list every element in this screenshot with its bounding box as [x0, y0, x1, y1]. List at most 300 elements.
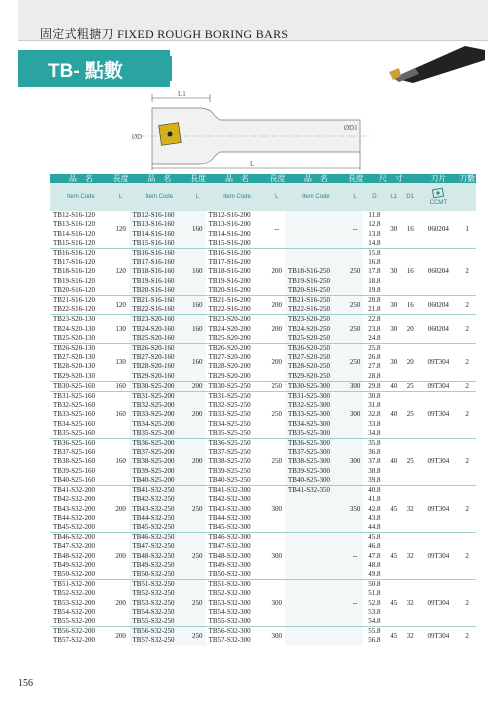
item-code: TB38-S25-200 — [129, 457, 189, 466]
l1-cell: 40 — [385, 439, 402, 486]
table-row — [50, 211, 476, 220]
item-code — [285, 589, 347, 598]
item-code: TB13-S16-120 — [53, 220, 95, 229]
table-row — [50, 439, 476, 449]
length-cell: 250 — [189, 580, 206, 627]
l1-cell: 30 — [385, 315, 402, 344]
insert-cell: 060204 — [427, 225, 449, 233]
d-cell: 12.8 — [368, 220, 381, 229]
item-code: TB30-S25-200 — [129, 381, 189, 391]
item-code: TB22-S16-200 — [208, 305, 251, 314]
length-cell: 250 — [347, 296, 364, 315]
item-code: TB57-S32-250 — [129, 636, 189, 645]
item-code: TB20-S16-160 — [129, 286, 189, 296]
item-code: TB35-S25-200 — [129, 429, 189, 439]
column-header: L1 — [385, 183, 402, 211]
item-code: TB37-S25-300 — [285, 448, 347, 457]
item-code: TB48-S32-300 — [208, 551, 251, 560]
l1-cell: 30 — [385, 296, 402, 315]
item-code: TB57-S32-200 — [53, 636, 95, 645]
length-cell: 350 — [347, 486, 364, 533]
length-cell: 200 — [112, 580, 130, 627]
column-header: Item Code — [129, 183, 189, 211]
item-code: TB31-S25-250 — [206, 392, 269, 402]
item-code: TB48-S32-250 — [129, 552, 189, 561]
group-header: 尺 寸 — [363, 174, 418, 183]
item-code — [285, 599, 347, 608]
d-cell: 26.8 — [368, 353, 381, 362]
group-header: 長度 — [347, 174, 364, 183]
count-cell: 2 — [458, 344, 476, 382]
length-cell: 200 — [112, 533, 130, 580]
item-code: TB18-S16-160 — [129, 267, 189, 276]
length-cell: 200 — [268, 296, 285, 315]
l1-cell: 40 — [385, 381, 402, 391]
d-label: ØD — [132, 133, 143, 141]
l1-cell: 45 — [385, 627, 402, 646]
item-code: TB39-S25-250 — [208, 466, 251, 475]
item-code: TB34-S25-250 — [208, 419, 251, 428]
d-cell: 11.8 — [368, 211, 381, 220]
column-header: Item Code — [50, 183, 112, 211]
group-header: 長度 — [112, 174, 129, 183]
item-code: TB23-S20-200 — [206, 315, 269, 325]
length-cell: 120 — [112, 249, 130, 296]
item-code: TB15-S16-200 — [208, 238, 251, 247]
item-code — [285, 523, 347, 533]
length-cell: 160 — [189, 315, 206, 344]
d-cell: 40.8 — [363, 486, 385, 496]
d-cell: 44.8 — [368, 522, 381, 531]
group-header: 品 名 — [285, 174, 347, 183]
item-code — [285, 514, 347, 523]
item-code: TB27-S20-160 — [129, 353, 189, 362]
d1-cell: 25 — [402, 392, 419, 439]
series-label: TB- 點數 — [48, 61, 123, 82]
insert-cell: 09T304 — [419, 627, 459, 646]
page-title: 固定式粗搪刀 FIXED ROUGH BORING BARS — [40, 27, 289, 41]
item-code: TB56-S32-200 — [50, 627, 112, 637]
badge-tab — [164, 56, 172, 81]
d-cell: 54.8 — [368, 616, 381, 625]
item-code: TB14-S16-160 — [129, 230, 189, 239]
d-cell: 15.8 — [363, 249, 385, 259]
d-cell: 39.8 — [368, 475, 381, 484]
item-code: TB41-S32-350 — [285, 486, 347, 496]
boring-bar-photo — [385, 38, 490, 83]
item-code: TB17-S16-200 — [208, 258, 251, 267]
item-code: TB19-S16-160 — [129, 277, 189, 286]
length-cell: 160 — [189, 249, 206, 296]
d1-cell: 20 — [402, 344, 419, 382]
length-cell: 300 — [268, 533, 285, 580]
item-code: TB52-S32-300 — [208, 589, 251, 598]
d-cell: 23.8 — [368, 324, 381, 333]
item-code — [285, 627, 347, 637]
item-code: TB21-S16-200 — [206, 296, 269, 306]
insert-cell: 09T304 — [419, 344, 459, 382]
table-row — [50, 486, 476, 496]
item-code: TB42-S32-250 — [129, 495, 189, 504]
item-code: TB21-S16-160 — [129, 296, 189, 306]
length-cell: 250 — [268, 439, 285, 486]
d-cell: 16.8 — [368, 258, 381, 267]
column-header: D — [363, 183, 385, 211]
item-code: TB25-S20-130 — [53, 333, 95, 342]
item-code: TB25-S20-250 — [285, 334, 347, 344]
item-code: TB44-S32-300 — [208, 513, 251, 522]
item-code: TB24-S20-160 — [129, 325, 189, 334]
length-cell: 160 — [112, 392, 130, 439]
d1-cell: 20 — [402, 315, 419, 344]
item-code: TB26-S20-160 — [129, 344, 189, 354]
d-cell: 27.8 — [368, 362, 381, 371]
d1-cell: 16 — [402, 249, 419, 296]
item-code: TB12-S16-200 — [208, 211, 251, 220]
d-cell: 38.8 — [368, 466, 381, 475]
item-code: TB30-S25-300 — [285, 381, 347, 391]
column-header-row — [50, 183, 476, 211]
item-code: TB26-S20-130 — [50, 344, 112, 354]
item-code — [285, 533, 347, 543]
length-cell: 200 — [112, 627, 130, 646]
item-code: TB48-S32-200 — [53, 551, 95, 560]
d-cell: 32.8 — [368, 410, 381, 419]
item-code: TB26-S20-250 — [285, 344, 347, 354]
item-code: TB49-S32-250 — [129, 561, 189, 570]
length-cell: 120 — [112, 296, 130, 315]
item-code: TB31-S25-300 — [285, 392, 347, 402]
item-code — [285, 249, 347, 259]
item-code: TB52-S32-200 — [53, 589, 95, 598]
item-code: TB47-S32-200 — [53, 542, 95, 551]
d1-cell: 32 — [402, 580, 419, 627]
insert-cell: 060204 — [419, 249, 459, 296]
length-cell: 250 — [268, 392, 285, 439]
item-code: TB43-S32-300 — [208, 504, 251, 513]
length-cell: 160 — [189, 344, 206, 382]
count-cell: 2 — [458, 392, 476, 439]
item-code: TB33-S25-250 — [208, 410, 251, 419]
item-code: TB53-S32-300 — [208, 598, 251, 607]
item-code: TB50-S32-300 — [208, 569, 251, 578]
item-code: TB31-S25-160 — [50, 392, 112, 402]
item-code: TB40-S25-250 — [208, 475, 251, 484]
item-code: TB36-S25-160 — [50, 439, 112, 449]
item-code: TB36-S25-200 — [129, 439, 189, 449]
group-header-row — [50, 174, 476, 183]
count-cell: 2 — [458, 381, 476, 391]
item-code: TB40-S25-300 — [285, 476, 347, 486]
d-cell: 47.8 — [368, 551, 381, 560]
length-cell: 200 — [112, 486, 130, 533]
length-cell: 300 — [268, 580, 285, 627]
d-cell: 49.8 — [368, 569, 381, 578]
table-row — [50, 381, 476, 391]
column-header: L — [189, 183, 206, 211]
item-code: TB22-S16-120 — [53, 305, 95, 314]
length-cell: 130 — [112, 315, 130, 344]
l1-cell: 45 — [385, 486, 402, 533]
d1-cell: 25 — [402, 439, 419, 486]
d-cell: 42.8 — [368, 504, 381, 513]
item-code: TB32-S25-200 — [129, 401, 189, 410]
item-code: TB21-S16-120 — [50, 296, 112, 306]
length-cell: -- — [274, 225, 280, 233]
d-cell: 22.8 — [363, 315, 385, 325]
item-code: TB43-S32-200 — [53, 504, 95, 513]
item-code: TB54-S32-300 — [208, 607, 251, 616]
group-header: 品 名 — [50, 174, 112, 183]
item-code: TB37-S25-200 — [129, 448, 189, 457]
item-code: TB56-S32-300 — [206, 627, 269, 637]
page-number: 156 — [18, 678, 33, 689]
length-cell: 200 — [268, 249, 285, 296]
length-cell: 300 — [347, 439, 364, 486]
item-code: TB45-S32-200 — [53, 522, 95, 531]
column-header: L — [268, 183, 285, 211]
item-code: TB33-S25-160 — [53, 410, 95, 419]
item-code: TB56-S32-250 — [129, 627, 189, 637]
insert-cell: 09T304 — [419, 439, 459, 486]
l1-cell: 45 — [385, 580, 402, 627]
item-code: TB20-S16-120 — [53, 285, 95, 294]
d-cell: 56.8 — [368, 636, 381, 645]
item-code: TB53-S32-200 — [53, 598, 95, 607]
item-code — [285, 505, 347, 514]
length-cell: 160 — [189, 296, 206, 315]
item-code: TB19-S16-250 — [285, 277, 347, 286]
table-row — [50, 296, 476, 306]
item-code: TB57-S32-300 — [208, 636, 251, 645]
d-cell: 55.8 — [363, 627, 385, 637]
length-cell: 200 — [268, 344, 285, 382]
table-row — [50, 580, 476, 590]
item-code: TB15-S16-160 — [129, 239, 189, 249]
d-cell: 20.8 — [363, 296, 385, 306]
item-code: TB16-S16-160 — [129, 249, 189, 259]
item-code: TB44-S32-200 — [53, 513, 95, 522]
count-cell: 2 — [458, 486, 476, 533]
item-code: TB34-S25-160 — [53, 419, 95, 428]
item-code: TB17-S16-120 — [53, 258, 95, 267]
column-header: Item Code — [206, 183, 269, 211]
d1-cell: 16 — [406, 225, 414, 233]
item-code: TB49-S32-300 — [208, 560, 251, 569]
table-row — [50, 533, 476, 543]
item-code: TB55-S32-300 — [208, 616, 251, 625]
item-code: TB50-S32-200 — [53, 569, 95, 578]
item-code: TB51-S32-250 — [129, 580, 189, 590]
group-header: 品 名 — [129, 174, 189, 183]
item-code: TB47-S32-250 — [129, 542, 189, 551]
item-code: TB37-S25-250 — [208, 448, 251, 457]
technical-drawing — [130, 90, 485, 170]
item-code: TB24-S20-200 — [208, 324, 251, 333]
item-code: TB28-S20-130 — [53, 362, 95, 371]
item-code: TB29-S20-250 — [285, 372, 347, 382]
item-code — [285, 495, 347, 504]
item-code: TB55-S32-250 — [129, 617, 189, 627]
insert-cell: 060204 — [419, 315, 459, 344]
length-cell: 250 — [347, 315, 364, 344]
length-cell: 300 — [268, 627, 285, 646]
item-code: TB46-S32-200 — [50, 533, 112, 543]
d-cell: 43.8 — [368, 513, 381, 522]
insert-cell: 09T304 — [419, 392, 459, 439]
d1-cell: 32 — [402, 486, 419, 533]
length-cell: 160 — [112, 381, 130, 391]
table-row — [50, 249, 476, 259]
item-code: TB29-S20-160 — [129, 372, 189, 382]
d-cell: 28.8 — [368, 371, 381, 380]
item-code: TB36-S25-300 — [285, 439, 347, 449]
item-code: TB16-S16-200 — [206, 249, 269, 259]
item-code: TB46-S32-250 — [129, 533, 189, 543]
item-code — [285, 636, 347, 645]
item-code — [285, 230, 347, 239]
l1-cell: 45 — [385, 533, 402, 580]
group-header: 刀片 — [419, 174, 459, 183]
item-code: TB33-S25-200 — [129, 410, 189, 419]
l1-label: L1 — [178, 90, 186, 98]
d-cell: 34.8 — [368, 428, 381, 437]
d-cell: 41.8 — [368, 495, 381, 504]
d1-cell: 32 — [402, 533, 419, 580]
item-code — [285, 239, 347, 249]
d-cell: 48.8 — [368, 560, 381, 569]
d1-label: ØD1 — [344, 124, 358, 132]
specs-table — [50, 174, 476, 646]
item-code: TB54-S32-200 — [53, 607, 95, 616]
item-code: TB19-S16-200 — [208, 276, 251, 285]
item-code: TB19-S16-120 — [53, 276, 95, 285]
length-cell: 300 — [347, 381, 364, 391]
item-code: TB13-S16-200 — [208, 220, 251, 229]
table-row — [50, 344, 476, 354]
item-code: TB18-S16-200 — [208, 267, 251, 276]
d-cell: 24.8 — [368, 333, 381, 342]
length-cell: 250 — [189, 533, 206, 580]
item-code — [285, 258, 347, 267]
item-code: TB26-S20-200 — [206, 344, 269, 354]
item-code: TB28-S20-250 — [285, 362, 347, 371]
item-code: TB30-S25-160 — [50, 381, 112, 391]
item-code: TB20-S16-250 — [285, 286, 347, 296]
l1-cell: 30 — [385, 344, 402, 382]
item-code: TB32-S25-250 — [208, 401, 251, 410]
column-header — [458, 183, 476, 211]
count-cell: 2 — [458, 439, 476, 486]
item-code: TB18-S16-250 — [285, 267, 347, 276]
d-cell: 19.8 — [368, 285, 381, 294]
item-code — [285, 211, 347, 220]
item-code: TB22-S16-160 — [129, 305, 189, 315]
d-cell: 14.8 — [368, 238, 381, 247]
insert-header — [419, 183, 459, 211]
table-row — [50, 627, 476, 637]
item-code: TB38-S25-250 — [208, 457, 251, 466]
item-code: TB30-S25-250 — [206, 381, 269, 391]
item-code: TB24-S20-250 — [285, 325, 347, 334]
d-cell: 33.8 — [368, 419, 381, 428]
length-cell: -- — [347, 580, 364, 627]
insert-cell: 060204 — [419, 296, 459, 315]
item-code: TB43-S32-250 — [129, 505, 189, 514]
item-code — [285, 542, 347, 551]
item-code: TB12-S16-120 — [53, 211, 95, 220]
d1-cell: 32 — [402, 627, 419, 646]
d-cell: 51.8 — [368, 589, 381, 598]
column-header: Item Code — [285, 183, 347, 211]
item-code: TB14-S16-120 — [53, 229, 95, 238]
item-code: TB40-S25-160 — [53, 475, 95, 484]
item-code: TB23-S20-130 — [50, 315, 112, 325]
table-row — [50, 315, 476, 325]
d-cell: 37.8 — [368, 457, 381, 466]
d-cell: 13.8 — [368, 229, 381, 238]
item-code: TB29-S20-200 — [208, 371, 251, 380]
insert-cell: 09T304 — [419, 381, 459, 391]
item-code: TB16-S16-120 — [50, 249, 112, 259]
item-code: TB34-S25-300 — [285, 420, 347, 429]
item-code — [285, 580, 347, 590]
item-code: TB49-S32-200 — [53, 560, 95, 569]
item-code: TB41-S32-200 — [50, 486, 112, 496]
length-cell — [347, 627, 364, 646]
l1-cell: 30 — [385, 249, 402, 296]
length-cell: 300 — [347, 392, 364, 439]
length-cell: -- — [347, 211, 364, 248]
count-cell: 2 — [458, 533, 476, 580]
item-code: TB46-S32-300 — [206, 533, 269, 543]
length-cell: 200 — [189, 381, 206, 391]
length-cell: 160 — [189, 211, 206, 248]
length-cell: 130 — [112, 344, 130, 382]
item-code: TB31-S25-200 — [129, 392, 189, 402]
item-code: TB51-S32-200 — [50, 580, 112, 590]
length-cell: 250 — [347, 344, 364, 382]
page-header — [18, 0, 488, 41]
item-code: TB51-S32-300 — [206, 580, 269, 590]
item-code: TB32-S25-300 — [285, 401, 347, 410]
length-cell: -- — [347, 533, 364, 580]
item-code: TB14-S16-200 — [208, 229, 251, 238]
item-code: TB42-S32-200 — [53, 495, 95, 504]
item-code — [285, 561, 347, 570]
table-row — [50, 392, 476, 402]
item-code: TB52-S32-250 — [129, 589, 189, 598]
d-cell: 35.8 — [363, 439, 385, 449]
item-code: TB33-S25-300 — [285, 410, 347, 419]
item-code: TB27-S20-250 — [285, 353, 347, 362]
group-header: 刀數 — [459, 174, 476, 183]
item-code: TB55-S32-200 — [53, 616, 95, 625]
length-cell: 250 — [347, 249, 364, 296]
column-header: D1 — [402, 183, 419, 211]
l1-cell: 40 — [385, 392, 402, 439]
item-code: TB45-S32-250 — [129, 523, 189, 533]
count-cell: 2 — [458, 627, 476, 646]
item-code: TB50-S32-250 — [129, 570, 189, 580]
item-code: TB25-S20-200 — [208, 333, 251, 342]
column-header: L — [112, 183, 130, 211]
d-cell: 52.8 — [368, 598, 381, 607]
d-cell: 45.8 — [363, 533, 385, 543]
item-code: TB24-S20-130 — [53, 324, 95, 333]
item-code: TB35-S25-300 — [285, 429, 347, 439]
item-code — [285, 570, 347, 580]
